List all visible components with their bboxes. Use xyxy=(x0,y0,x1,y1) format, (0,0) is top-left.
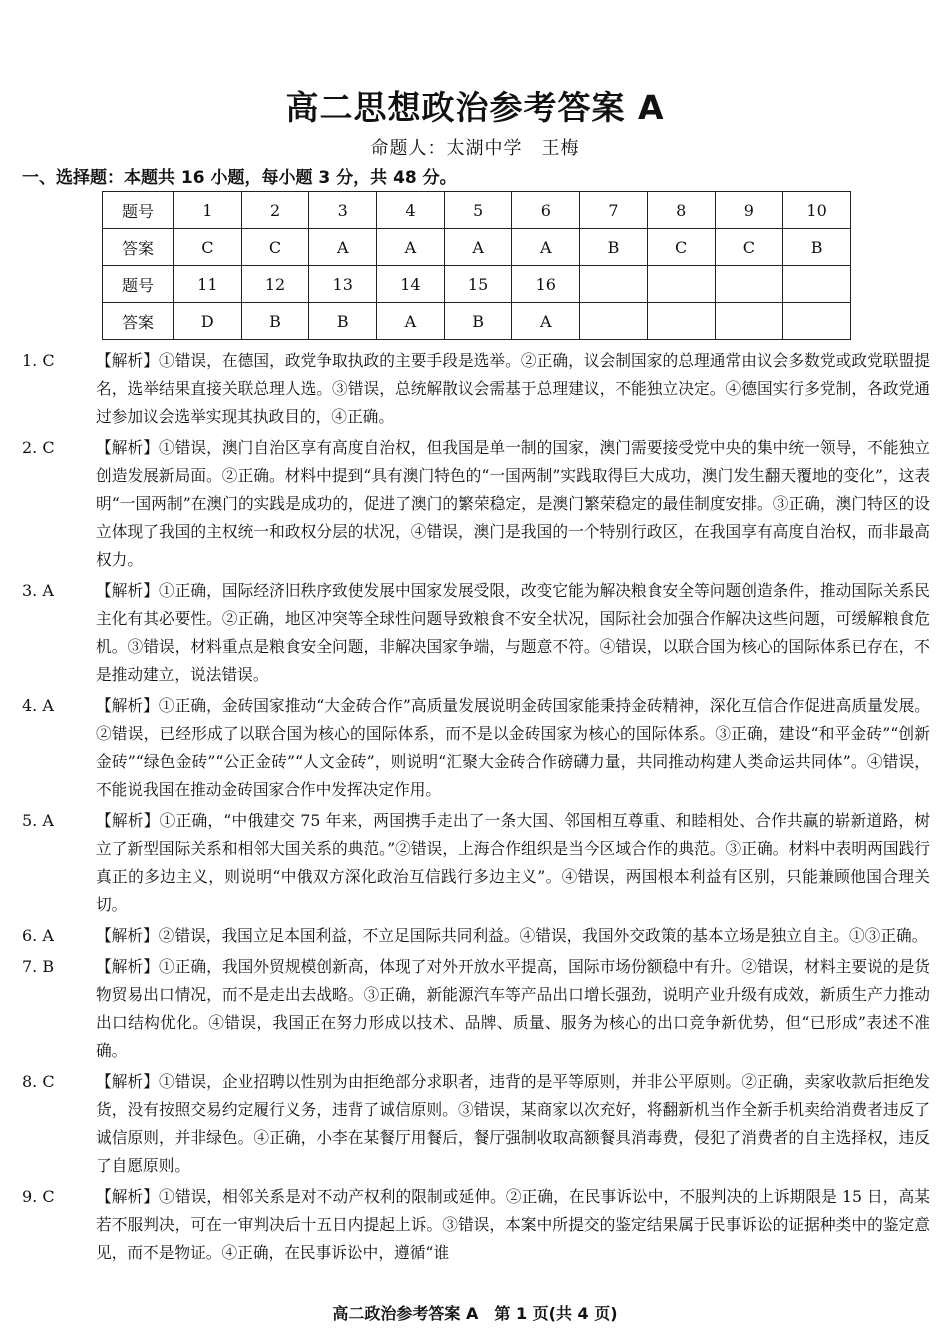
table-cell: 5 xyxy=(444,192,512,229)
list-item xyxy=(22,1068,930,1180)
table-cell: A xyxy=(444,229,512,266)
question-number: 1. C xyxy=(22,351,55,370)
answer-table xyxy=(102,191,851,340)
question-number: 2. C xyxy=(22,438,55,457)
table-cell xyxy=(715,303,783,340)
explanation-text: 【解析】①正确，我国外贸规模创新高，体现了对外开放水平提高，国际市场份额稳中有升。②错误，材料主要说的是货物贸易出口情况，而不是走出去战略。③正确，新能源汽车等产品出口增长强劲，说明产业升级有成效，新质生产力推动出口结构优化。④错误，我国正在努力形成以技术、品牌、质量、服务为核心的出口竞争新优势，但“已形成”表述不准确。 xyxy=(96,957,930,1060)
table-cell: 答案 xyxy=(103,229,174,266)
table-cell: 12 xyxy=(241,266,309,303)
list-item xyxy=(22,347,930,431)
page-title: 高二思想政治参考答案 A xyxy=(285,88,665,127)
explanation-text: 【解析】①错误，相邻关系是对不动产权利的限制或延伸。②正确，在民事诉讼中，不服判决的上诉期限是 15 日，高某若不服判决，可在一审判决后十五日内提起上诉。③错误，本案中所提交的鉴定结果属于民事诉讼的证据种类中的鉴定意见，而不是物证。④正确，在民事诉讼中，遵循“谁 xyxy=(96,1187,930,1262)
table-cell: 1 xyxy=(174,192,242,229)
table-cell: B xyxy=(783,229,851,266)
table-cell: 3 xyxy=(309,192,377,229)
question-number: 3. A xyxy=(22,581,54,600)
table-cell: C xyxy=(715,229,783,266)
table-cell: B xyxy=(309,303,377,340)
question-number: 4. A xyxy=(22,696,54,715)
table-cell xyxy=(647,303,715,340)
list-item xyxy=(22,692,930,804)
table-cell: 16 xyxy=(512,266,580,303)
table-cell: 8 xyxy=(647,192,715,229)
table-cell xyxy=(647,266,715,303)
table-row xyxy=(103,192,851,229)
table-cell: 11 xyxy=(174,266,242,303)
table-cell xyxy=(783,303,851,340)
table-cell: C xyxy=(174,229,242,266)
section-title: 一、选择题：本题共 16 小题，每小题 3 分，共 48 分。 xyxy=(22,168,457,188)
table-cell: B xyxy=(241,303,309,340)
table-cell: A xyxy=(309,229,377,266)
list-item xyxy=(22,953,930,1065)
list-item xyxy=(22,922,930,950)
table-cell xyxy=(783,266,851,303)
explanation-list xyxy=(22,347,930,1270)
table-cell: 答案 xyxy=(103,303,174,340)
table-cell: C xyxy=(647,229,715,266)
table-cell: 14 xyxy=(377,266,445,303)
table-cell: A xyxy=(512,303,580,340)
table-cell: 题号 xyxy=(103,192,174,229)
explanation-text: 【解析】①正确，金砖国家推动“大金砖合作”高质量发展说明金砖国家能秉持金砖精神，深化互信合作促进高质量发展。②错误，已经形成了以联合国为核心的国际体系，而不是以金砖国家为核心的国际体系。③正确，建设“和平金砖”“创新金砖”“绿色金砖”“公正金砖”“人文金砖”，则说明“汇聚大金砖合作磅礴力量，共同推动构建人类命运共同体”。④错误，不能说我国在推动金砖国家合作中发挥决定作用。 xyxy=(96,696,930,799)
table-cell: 6 xyxy=(512,192,580,229)
table-cell: 15 xyxy=(444,266,512,303)
table-cell: 9 xyxy=(715,192,783,229)
author-line: 命题人：太湖中学 王梅 xyxy=(370,138,580,159)
table-cell: A xyxy=(377,229,445,266)
explanation-text: 【解析】①错误，在德国，政党争取执政的主要手段是选举。②正确，议会制国家的总理通常由议会多数党或政党联盟提名，选举结果直接关联总理人选。③错误，总统解散议会需基于总理建议，不能独立决定。④德国实行多党制，各政党通过参加议会选举实现其执政目的，④正确。 xyxy=(96,351,930,426)
table-cell: B xyxy=(580,229,648,266)
list-item xyxy=(22,807,930,919)
table-row xyxy=(103,266,851,303)
table-cell: 7 xyxy=(580,192,648,229)
table-cell: B xyxy=(444,303,512,340)
question-number: 6. A xyxy=(22,926,54,945)
page-footer: 高二政治参考答案 A 第 1 页(共 4 页) xyxy=(332,1304,618,1323)
explanation-text: 【解析】①错误，企业招聘以性别为由拒绝部分求职者，违背的是平等原则，并非公平原则。②正确，卖家收款后拒绝发货，没有按照交易约定履行义务，违背了诚信原则。③错误，某商家以次充好，将翻新机当作全新手机卖给消费者违反了诚信原则，并非绿色。④正确，小李在某餐厅用餐后，餐厅强制收取高额餐具消毒费，侵犯了消费者的自主选择权，违反了自愿原则。 xyxy=(96,1072,930,1175)
table-row xyxy=(103,303,851,340)
table-cell: 2 xyxy=(241,192,309,229)
explanation-text: 【解析】①正确，“中俄建交 75 年来，两国携手走出了一条大国、邻国相互尊重、和睦相处、合作共赢的崭新道路，树立了新型国际关系和相邻大国关系的典范。”②错误，上海合作组织是当今区域合作的典范。③正确。材料中表明两国践行真正的多边主义，则说明“中俄双方深化政治互信践行多边主义”。④错误，两国根本利益有区别，只能兼顾他国合理关切。 xyxy=(96,811,930,914)
explanation-text: 【解析】②错误，我国立足本国利益，不立足国际共同利益。④错误，我国外交政策的基本立场是独立自主。①③正确。 xyxy=(96,926,928,945)
question-number: 9. C xyxy=(22,1187,55,1206)
question-number: 8. C xyxy=(22,1072,55,1091)
list-item xyxy=(22,1183,930,1267)
table-cell xyxy=(580,266,648,303)
table-cell xyxy=(715,266,783,303)
explanation-text: 【解析】①正确，国际经济旧秩序致使发展中国家发展受限，改变它能为解决粮食安全等问题创造条件，推动国际关系民主化有其必要性。②正确，地区冲突等全球性问题导致粮食不安全状况，国际社会加强合作解决这些问题，可缓解粮食危机。③错误，材料重点是粮食安全问题，非解决国家争端，与题意不符。④错误，以联合国为核心的国际体系已存在，不是推动建立，说法错误。 xyxy=(96,581,930,684)
table-cell: A xyxy=(377,303,445,340)
table-cell: 4 xyxy=(377,192,445,229)
question-number: 7. B xyxy=(22,957,55,976)
table-cell: 题号 xyxy=(103,266,174,303)
table-cell: A xyxy=(512,229,580,266)
table-cell: C xyxy=(241,229,309,266)
table-cell: 13 xyxy=(309,266,377,303)
question-number: 5. A xyxy=(22,811,54,830)
table-cell: 10 xyxy=(783,192,851,229)
list-item xyxy=(22,434,930,574)
explanation-text: 【解析】①错误，澳门自治区享有高度自治权，但我国是单一制的国家，澳门需要接受党中央的集中统一领导，不能独立创造发展新局面。②正确。材料中提到“具有澳门特色的“一国两制”实践取得巨大成功，澳门发生翻天覆地的变化”，这表明“一国两制”在澳门的实践是成功的，促进了澳门的繁荣稳定，是澳门繁荣稳定的最佳制度安排。③正确，澳门特区的设立体现了我国的主权统一和政权分层的状况，④错误，澳门是我国的一个特别行政区，在我国享有高度自治权，而非最高权力。 xyxy=(96,438,930,569)
table-cell: D xyxy=(174,303,242,340)
table-row xyxy=(103,229,851,266)
table-cell xyxy=(580,303,648,340)
list-item xyxy=(22,577,930,689)
